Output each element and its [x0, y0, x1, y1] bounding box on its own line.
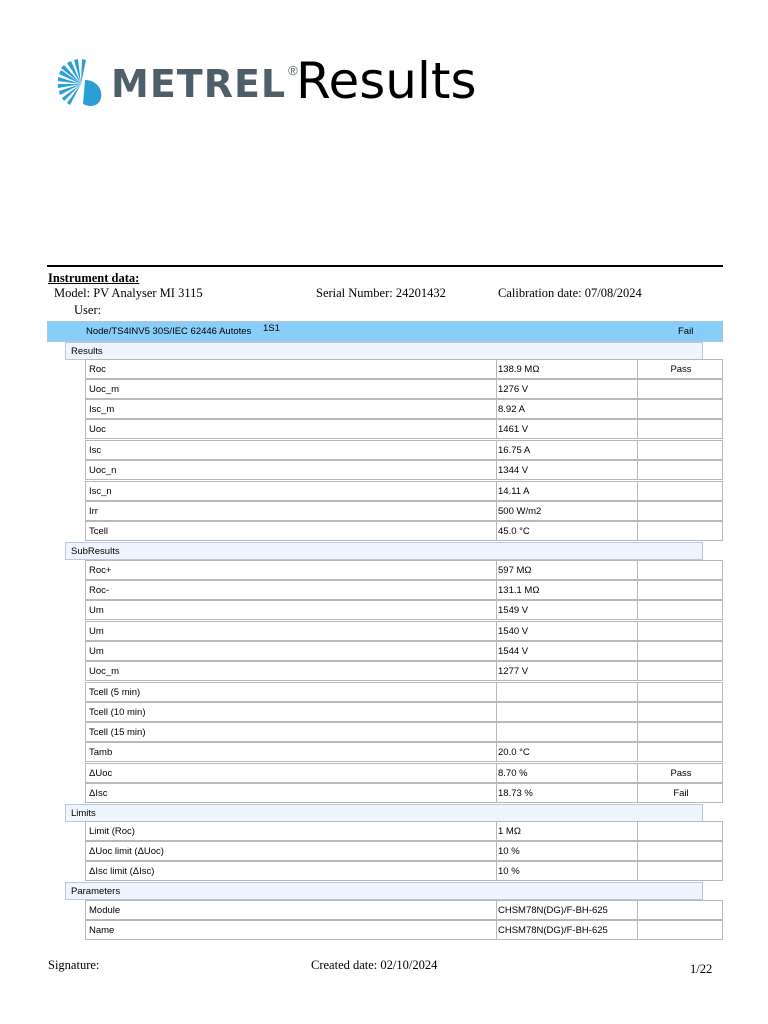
row-value: 138.9 MΩ	[498, 364, 540, 375]
row-name: Um	[89, 626, 104, 637]
cell-divider	[637, 842, 638, 860]
table-row	[85, 359, 723, 379]
cell-divider	[496, 683, 497, 701]
row-name: Uoc_n	[89, 465, 117, 476]
row-name: Tcell	[89, 526, 109, 537]
cell-divider	[637, 482, 638, 500]
section-title: Parameters	[71, 886, 121, 897]
table-row	[85, 702, 723, 722]
table-row	[85, 501, 723, 521]
row-value: 18.73 %	[498, 788, 533, 799]
row-value: 1277 V	[498, 666, 529, 677]
cell-divider	[496, 743, 497, 761]
cell-divider	[496, 482, 497, 500]
table-row	[85, 481, 723, 501]
row-value: 1540 V	[498, 626, 529, 637]
cell-divider	[496, 642, 497, 660]
table-row	[85, 600, 723, 620]
cell-divider	[496, 360, 497, 378]
row-name: Roc-	[89, 585, 110, 596]
row-value: 8.92 A	[498, 404, 525, 415]
cell-divider	[637, 561, 638, 579]
section-title: Results	[71, 346, 103, 357]
row-name: Limit (Roc)	[89, 826, 135, 837]
row-status: Pass	[670, 768, 692, 779]
row-value: 1276 V	[498, 384, 529, 395]
row-name: ΔUoc limit (ΔUoc)	[89, 846, 164, 857]
section-title: Limits	[71, 808, 96, 819]
cell-divider	[637, 380, 638, 398]
row-name: Name	[89, 925, 115, 936]
node-label: Node/TS4INV5 30S/IEC 62446 Autotes	[86, 326, 252, 337]
node-status: Fail	[678, 326, 694, 337]
table-row	[85, 682, 723, 702]
cell-divider	[637, 921, 638, 939]
page-title: Results	[296, 52, 477, 110]
section-header-results	[65, 342, 703, 360]
row-value: 131.1 MΩ	[498, 585, 540, 596]
row-value: 14.11 A	[498, 486, 530, 497]
instrument-heading: Instrument data:	[48, 271, 140, 285]
table-row	[85, 560, 723, 580]
table-row	[85, 900, 723, 920]
cell-divider	[496, 561, 497, 579]
table-row	[85, 841, 723, 861]
section-header-limits	[65, 804, 703, 822]
cell-divider	[637, 683, 638, 701]
row-name: Um	[89, 605, 104, 616]
header-divider	[47, 265, 723, 267]
cell-divider	[496, 862, 497, 880]
instrument-user: User:	[74, 303, 102, 317]
row-name: Tcell (5 min)	[89, 687, 141, 698]
row-value: 1461 V	[498, 424, 529, 435]
cell-divider	[637, 862, 638, 880]
instrument-calibration: Calibration date: 07/08/2024	[498, 286, 642, 300]
row-name: ΔUoc	[89, 768, 113, 779]
table-row	[85, 920, 723, 940]
cell-divider	[637, 743, 638, 761]
cell-divider	[637, 581, 638, 599]
cell-divider	[496, 400, 497, 418]
cell-divider	[496, 522, 497, 540]
cell-divider	[637, 461, 638, 479]
cell-divider	[637, 400, 638, 418]
section-header-subresults	[65, 542, 703, 560]
row-name: Isc	[89, 445, 102, 456]
table-row	[85, 521, 723, 541]
cell-divider	[637, 703, 638, 721]
instrument-serial: Serial Number: 24201432	[316, 286, 446, 300]
table-row	[85, 742, 723, 762]
cell-divider	[496, 901, 497, 919]
row-value: 500 W/m2	[498, 506, 542, 517]
cell-divider	[496, 784, 497, 802]
instrument-model: Model: PV Analyser MI 3115	[54, 286, 203, 300]
cell-divider	[496, 581, 497, 599]
row-value: 10 %	[498, 866, 520, 877]
table-row	[85, 399, 723, 419]
cell-divider	[637, 662, 638, 680]
cell-divider	[496, 842, 497, 860]
cell-divider	[496, 723, 497, 741]
cell-divider	[496, 502, 497, 520]
section-header-parameters	[65, 882, 703, 900]
row-value: 8.70 %	[498, 768, 528, 779]
row-status: Fail	[673, 788, 689, 799]
table-row	[85, 460, 723, 480]
cell-divider	[637, 601, 638, 619]
cell-divider	[496, 921, 497, 939]
cell-divider	[637, 522, 638, 540]
row-name: Uoc	[89, 424, 106, 435]
cell-divider	[496, 822, 497, 840]
row-name: Uoc_m	[89, 384, 120, 395]
cell-divider	[496, 764, 497, 782]
row-value: 1544 V	[498, 646, 529, 657]
row-value: 1344 V	[498, 465, 529, 476]
registered-mark: ®	[288, 62, 298, 78]
table-row	[85, 861, 723, 881]
row-value: 597 MΩ	[498, 565, 532, 576]
footer-created-date: Created date: 02/10/2024	[311, 958, 438, 972]
table-row	[85, 419, 723, 439]
footer-page-number: 1/22	[690, 962, 713, 976]
row-name: Tamb	[89, 747, 113, 758]
row-value: CHSM78N(DG)/F-BH-625	[498, 905, 608, 916]
table-row	[85, 379, 723, 399]
row-name: Uoc_m	[89, 666, 120, 677]
row-name: Roc+	[89, 565, 112, 576]
cell-divider	[637, 723, 638, 741]
table-row	[85, 821, 723, 841]
table-row	[85, 722, 723, 742]
cell-divider	[637, 622, 638, 640]
row-name: Roc	[89, 364, 106, 375]
row-name: Isc_n	[89, 486, 112, 497]
cell-divider	[496, 461, 497, 479]
row-value: 45.0 °C	[498, 526, 530, 537]
cell-divider	[496, 622, 497, 640]
node-header-row	[47, 321, 723, 342]
cell-divider	[496, 441, 497, 459]
table-row	[85, 661, 723, 681]
cell-divider	[496, 420, 497, 438]
cell-divider	[637, 642, 638, 660]
cell-divider	[637, 901, 638, 919]
table-row	[85, 783, 723, 803]
row-name: Isc_m	[89, 404, 115, 415]
row-status: Pass	[670, 364, 692, 375]
row-name: ΔIsc limit (ΔIsc)	[89, 866, 155, 877]
row-value: 20.0 °C	[498, 747, 530, 758]
row-name: Tcell (10 min)	[89, 707, 146, 718]
row-name: Module	[89, 905, 121, 916]
row-name: Irr	[89, 506, 98, 517]
row-value: 10 %	[498, 846, 520, 857]
brand-name: METREL	[111, 62, 287, 106]
row-name: ΔIsc	[89, 788, 108, 799]
cell-divider	[637, 420, 638, 438]
metrel-logo	[55, 58, 298, 110]
row-value: 1 MΩ	[498, 826, 521, 837]
cell-divider	[637, 822, 638, 840]
row-name: Tcell (15 min)	[89, 727, 146, 738]
table-row	[85, 580, 723, 600]
row-value: 16.75 A	[498, 445, 531, 456]
metrel-fan-icon	[55, 58, 107, 110]
table-row	[85, 763, 723, 783]
node-id: 1S1	[263, 323, 280, 334]
cell-divider	[496, 601, 497, 619]
cell-divider	[496, 703, 497, 721]
row-name: Um	[89, 646, 104, 657]
section-title: SubResults	[71, 546, 120, 557]
cell-divider	[637, 502, 638, 520]
cell-divider	[637, 441, 638, 459]
cell-divider	[496, 662, 497, 680]
footer-signature: Signature:	[48, 958, 100, 972]
table-row	[85, 621, 723, 641]
row-value: 1549 V	[498, 605, 529, 616]
row-value: CHSM78N(DG)/F-BH-625	[498, 925, 608, 936]
table-row	[85, 440, 723, 460]
cell-divider	[496, 380, 497, 398]
table-row	[85, 641, 723, 661]
